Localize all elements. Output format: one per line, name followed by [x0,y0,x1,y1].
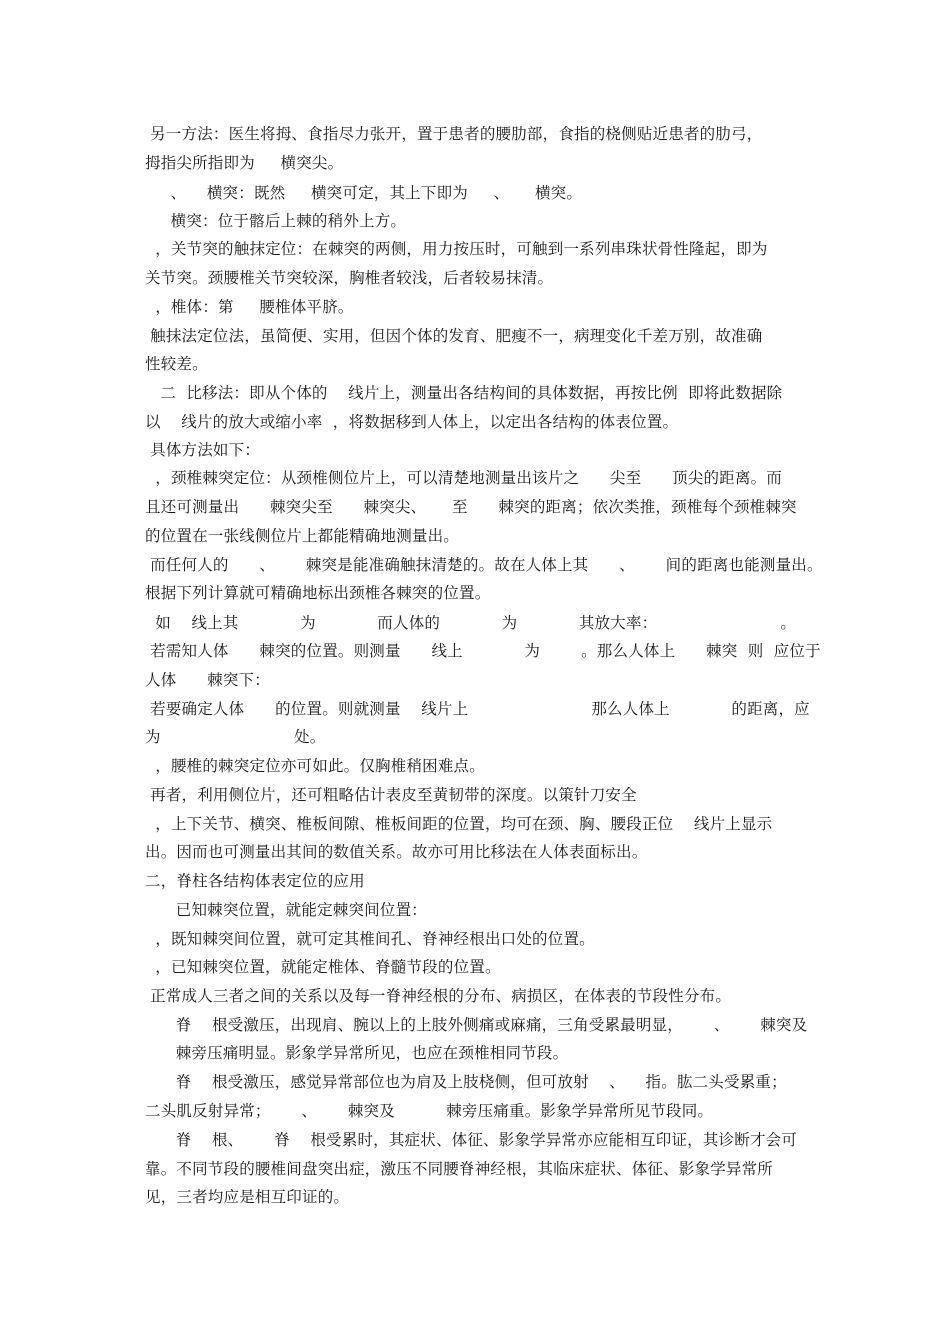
text-line: 、 横突：既然 横突可定，其上下即为 、 横突。 [145,184,583,202]
text-line: 二头肌反射异常； 、 棘突及 棘旁压痛重。影象学异常所见节段同。 [145,1102,714,1120]
text-line: 若需知人体 棘突的位置。则测量 线上 为 。那么人体上 棘突 则 应位于 [145,642,821,660]
text-line: ，颈椎棘突定位：从颈椎侧位片上，可以清楚地测量出该片之 尖至 顶尖的距离。而 [145,469,782,487]
text-line: 若要确定人体 的位置。则就测量 线片上 那么人体上 的距离，应 [145,700,810,718]
text-line: 关节突。颈腰椎关节突较深，胸椎者较浅，后者较易抹清。 [145,269,554,287]
text-line: 横突：位于髂后上棘的稍外上方。 [145,212,407,230]
text-line: 具体方法如下： [145,441,261,459]
text-line: 拇指尖所指即为 横突尖。 [145,154,344,172]
text-line: 脊 根、 脊 根受累时，其症状、体征、影象学异常亦应能相互印证，其诊断才会可 [145,1131,798,1149]
text-line: ，腰椎的棘突定位亦可如此。仅胸椎稍困难点。 [145,757,485,775]
text-line: ，关节突的触抹定位：在棘突的两侧，用力按压时，可触到一系列串珠状骨性隆起，即为 [145,240,768,258]
text-line: 脊 根受激压，感觉异常部位也为肩及上肢桡侧，但可放射 、 指。肱二头受累重； [145,1073,787,1091]
text-line: 性较差。 [145,355,208,373]
text-line: 棘旁压痛明显。影象学异常所见，也应在颈椎相同节段。 [145,1044,569,1062]
text-line: 根据下列计算就可精确地标出颈椎各棘突的位置。 [145,584,491,602]
text-line: 见，三者均应是相互印证的。 [145,1188,350,1206]
text-line: 的位置在一张线侧位片上都能精确地测量出。 [145,527,460,545]
text-line: 出。因而也可测量出其间的数值关系。故亦可用比移法在人体表面标出。 [145,843,648,861]
text-line: 二 比移法：即从个体的 线片上，测量出各结构间的具体数据，再按比例 即将此数据除 [145,384,783,402]
text-line: ，上下关节、横突、椎板间隙、椎板间距的位置，均可在颈、胸、腰段正位 线片上显示 [145,815,773,833]
text-line: 正常成人三者之间的关系以及每一脊神经根的分布、病损区，在体表的节段性分布。 [145,987,732,1005]
text-line: 以 线片的放大或缩小率 ，将数据移到人体上，以定出各结构的体表位置。 [145,413,679,431]
text-line: 靠。不同节段的腰椎间盘突出症，激压不同腰脊神经根，其临床症状、体征、影象学异常所 [145,1160,774,1178]
text-line: 为 处。 [145,728,326,746]
text-line: ，椎体：第 腰椎体平脐。 [145,298,354,316]
text-line: 人体 棘突下： [145,671,270,689]
text-line: 而任何人的 、 棘突是能准确触抹清楚的。故在人体上其 、 间的距离也能测量出。 [145,556,823,574]
text-line: 如 线上其 为 而人体的 为 其放大率： 。 [145,614,797,632]
text-line: 再者，利用侧位片，还可粗略估计表皮至黄韧带的深度。以策针刀安全 [145,786,637,804]
text-line: ，既知棘突间位置，就可定其椎间孔、脊神经根出口处的位置。 [145,930,595,948]
text-line: 脊 根受激压，出现肩、腕以上的上肢外侧痛或麻痛，三角受累最明显， 、 棘突及 [145,1016,808,1034]
text-line: 已知棘突位置，就能定棘突间位置： [145,901,427,919]
section-heading: 二，脊柱各结构体表定位的应用 [145,872,365,890]
text-line: 且还可测量出 棘突尖至 棘突尖、 至 棘突的距离；依次类推，颈椎每个颈椎棘突 [145,498,797,516]
text-line: 触抹法定位法，虽简便、实用，但因个体的发育、肥瘦不一，病理变化千差万别，故准确 [145,327,763,345]
text-line: ，已知棘突位置，就能定椎体、脊髓节段的位置。 [145,958,501,976]
text-line: 另一方法：医生将拇、食指尽力张开，置于患者的腰肋部，食指的桡侧贴近患者的肋弓， [145,125,763,143]
